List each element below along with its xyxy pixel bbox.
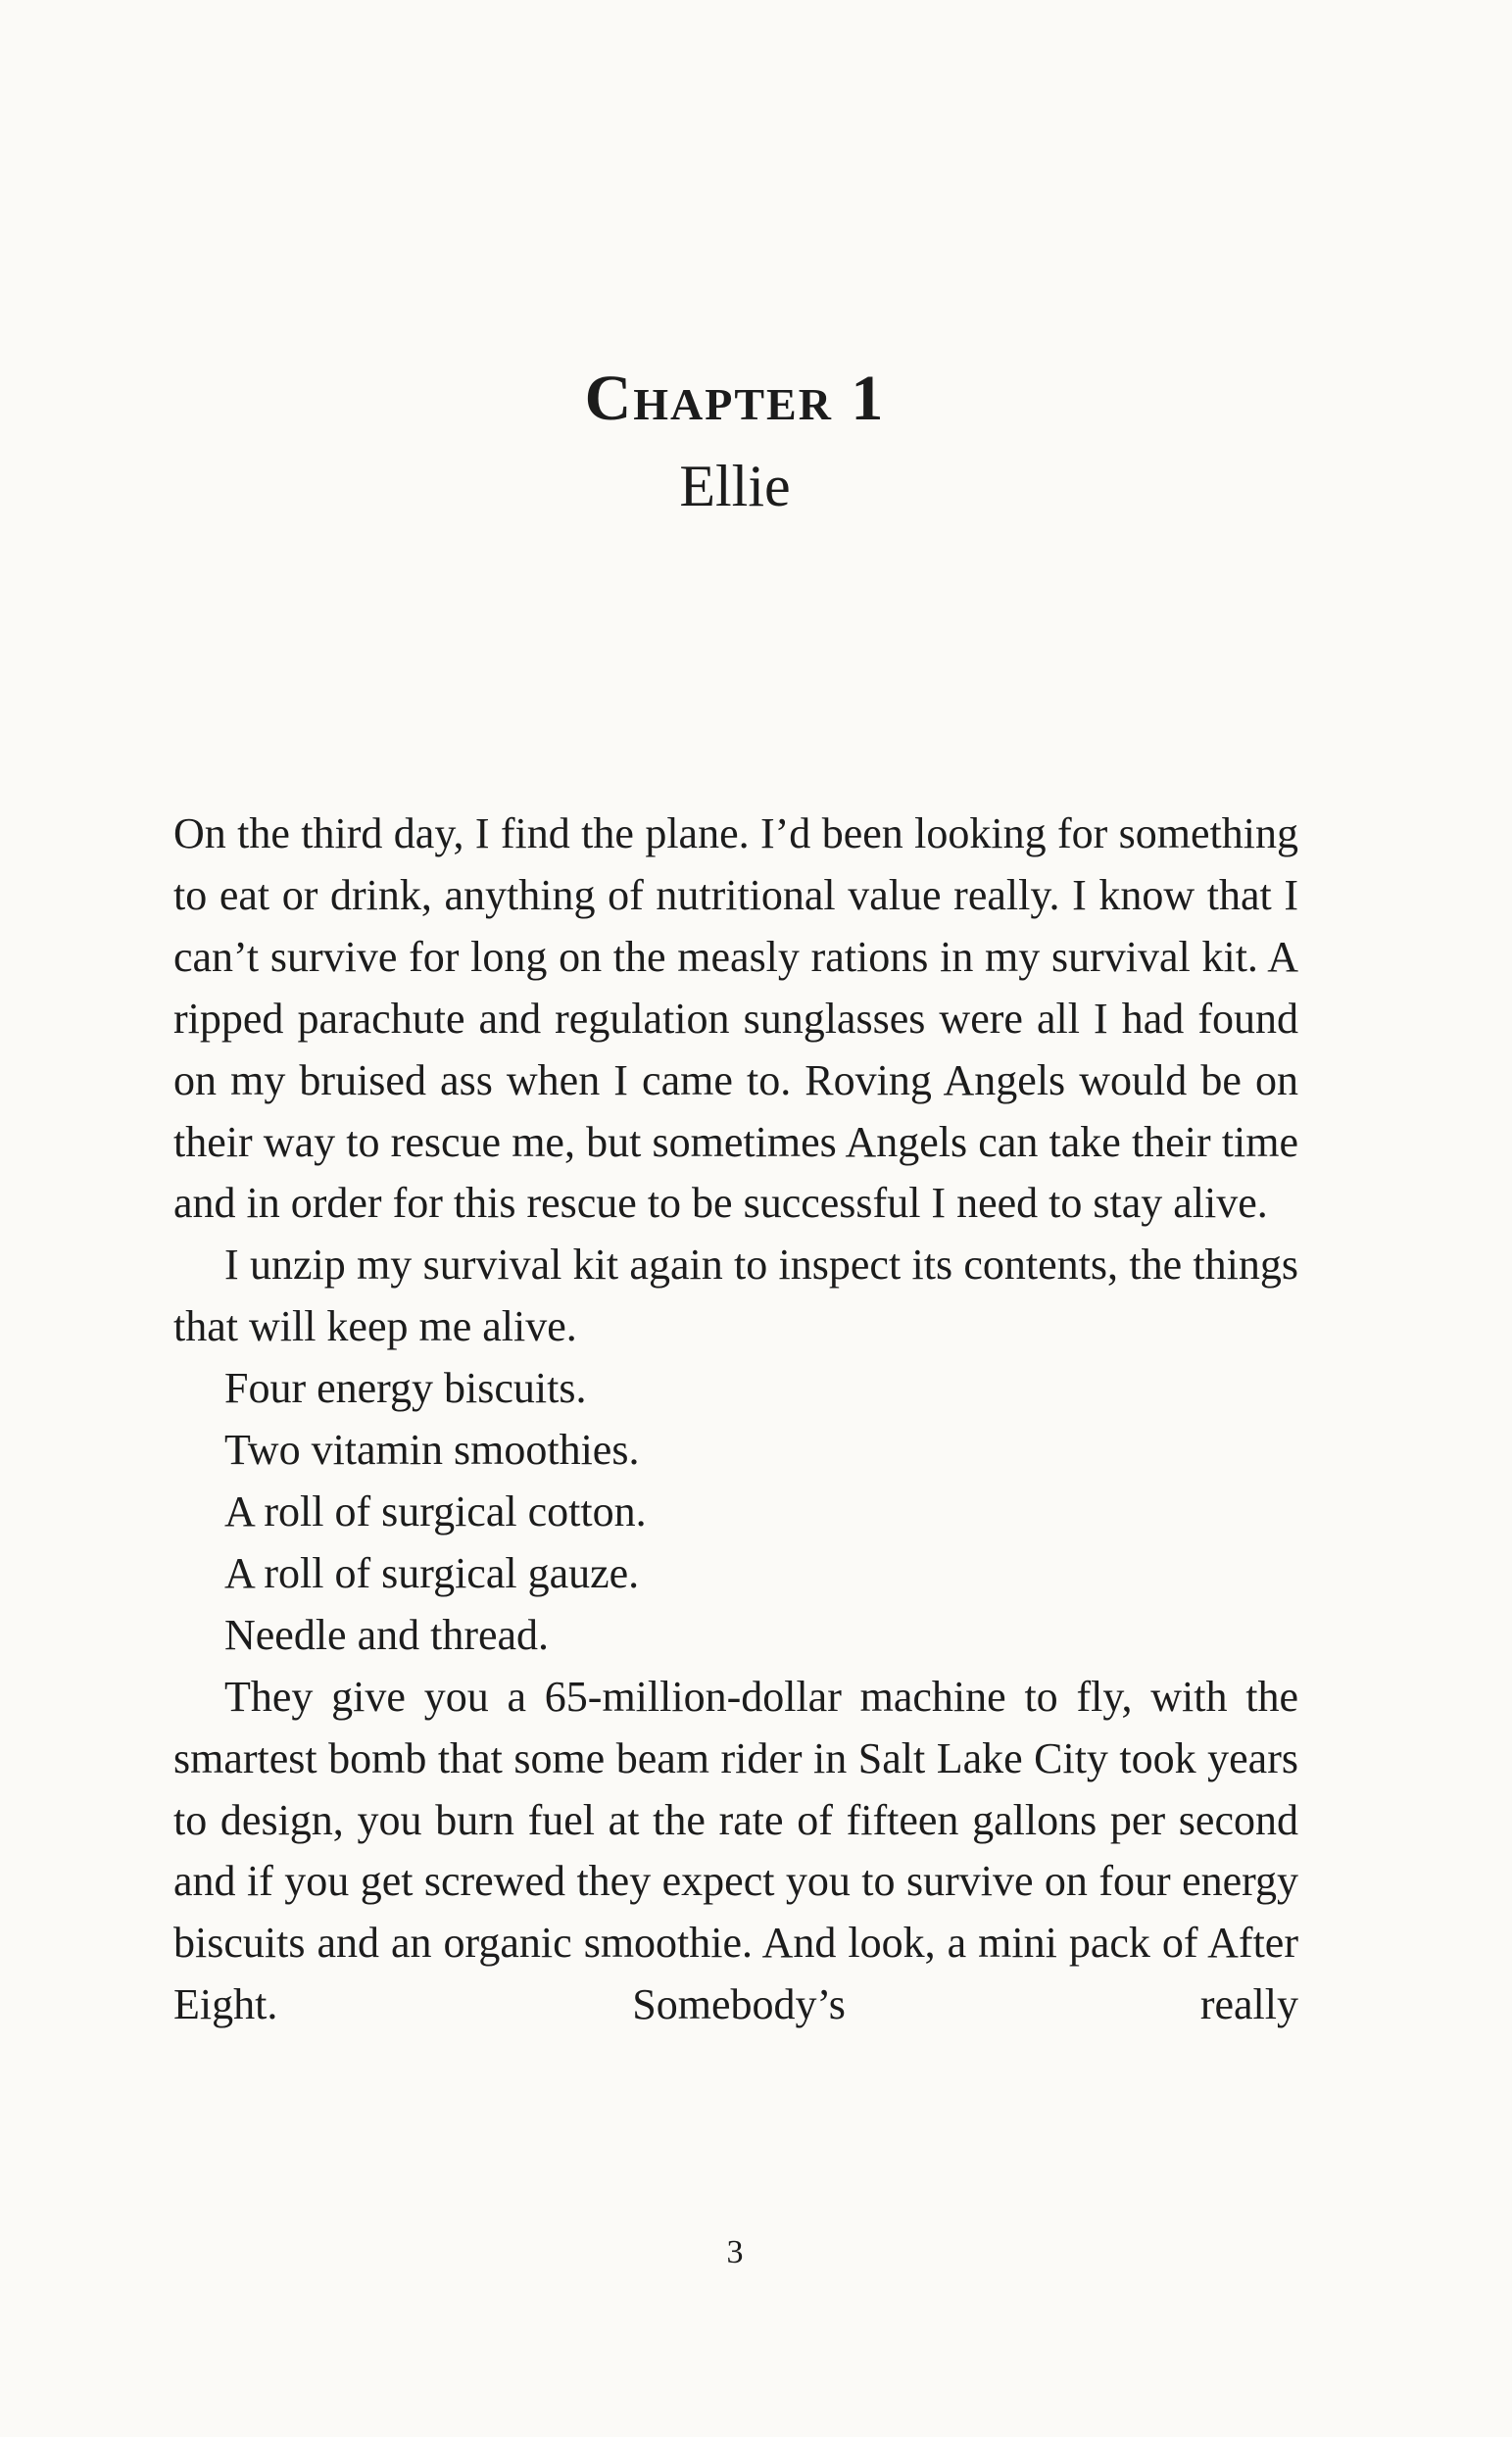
list-item: A roll of surgical cotton. — [224, 1487, 647, 1535]
list-item: A roll of surgical gauze. — [224, 1548, 640, 1597]
chapter-heading: Chapter 1 — [584, 363, 886, 435]
paragraph: They give you a 65-million-dollar machine to fly, with the smartest bomb that some beam rider in Salt Lake City took years to design, you burn fuel at the rate of fifteen gallons per second and if you get screwed they expect you to survive on four energy biscuits and an organic smoothie. And look, a mini pack of After Eight. Somebody’s really — [173, 1672, 1298, 2029]
paragraph: I unzip my survival kit again to inspect its contents, the things that will keep me alive. — [173, 1241, 1298, 1351]
list-item: Four energy biscuits. — [224, 1364, 587, 1413]
body-text — [173, 804, 1298, 2036]
chapter-subtitle: Ellie — [679, 454, 791, 518]
paragraph: On the third day, I find the plane. I’d been looking for something to eat or drink, anything of nutritional value really. I know that I can’t survive for long on the measly rations in my survival kit. A ripped parachute and regulation sunglasses were all I had found on my bruised ass when I came to. Roving Angels would be on their way to rescue me, but sometimes Angels can take their time and in order for this rescue to be successful I need to stay alive. — [173, 809, 1298, 1228]
list-item: Needle and thread. — [224, 1610, 550, 1659]
list-item: Two vitamin smoothies. — [224, 1426, 640, 1475]
page-number: 3 — [726, 2234, 744, 2270]
